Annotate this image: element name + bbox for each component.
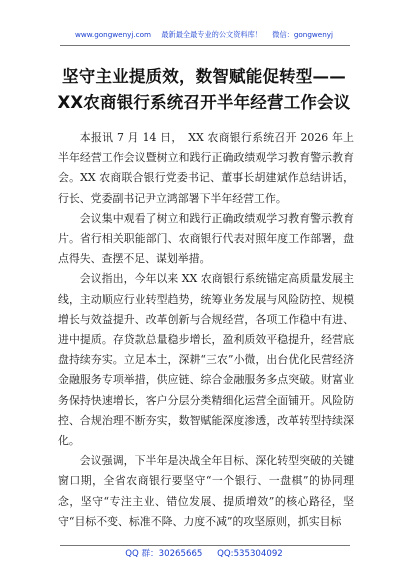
header-divider bbox=[60, 45, 350, 46]
article-title-line-2: XX农商银行系统召开半年经营工作会议 bbox=[57, 93, 351, 112]
footer-qq: QQ:535304092 bbox=[217, 549, 283, 559]
header-site-link[interactable]: www.gongwenyj.com bbox=[74, 30, 152, 39]
article-body bbox=[58, 128, 354, 532]
paragraph: 会议强调，下半年是决战全年目标、深化转型突破的关键窗口期，全省农商银行要坚守“一个银行、一盘棋”的协同理念，坚守“专注主业、错位发展、提质增效”的核心路径，坚守“目标不变、标准不降、力度不减”的攻坚原则，抓实目标 bbox=[58, 454, 354, 528]
footer-qq-group: QQ 群：30265665 bbox=[125, 549, 203, 559]
page-footer bbox=[60, 548, 348, 560]
footer-divider bbox=[60, 545, 350, 546]
header-slogan: 最新最全最专业的公文资料库！ bbox=[161, 30, 262, 39]
paragraph: 会议集中观看了树立和践行正确政绩观学习教育警示教育片。省行相关职能部门、农商银行代表对照年度工作部署，盘点得失、查摆不足、谋划举措。 bbox=[58, 211, 354, 266]
article-title-line-1: 坚守主业提质效，数智赋能促转型—— bbox=[62, 67, 346, 86]
page-header bbox=[60, 30, 348, 40]
paragraph: 本报讯 7 月 14 日， XX 农商银行系统召开 2026 年上半年经营工作会议暨树立和践行正确政绩观学习教育警示教育会。XX 农商联合银行党委书记、董事长胡建斌作总结讲话，行长、党委副书记尹立鸿部署下半年经营工作。 bbox=[58, 131, 354, 205]
paragraph: 会议指出，今年以来 XX 农商银行系统锚定高质量发展主线，主动顺应行业转型趋势，统筹业务发展与风险防控、规模增长与效益提升、改革创新与合规经营，各项工作稳中有进、进中提质。存贷款总量稳步增长，盈利质效平稳提升，经营底盘持续夯实。立足本土，深耕“三农”小微，出台优化民营经济金融服务专项举措，供应链、综合金融服务多点突破。财富业务保持快速增长，客户分层分类精细化运营全面铺开。风险防控、合规治理不断夯实，数智赋能深度渗透，改革转型持续深化。 bbox=[58, 272, 354, 448]
header-wechat: 微信：gongwenyj bbox=[272, 30, 334, 39]
